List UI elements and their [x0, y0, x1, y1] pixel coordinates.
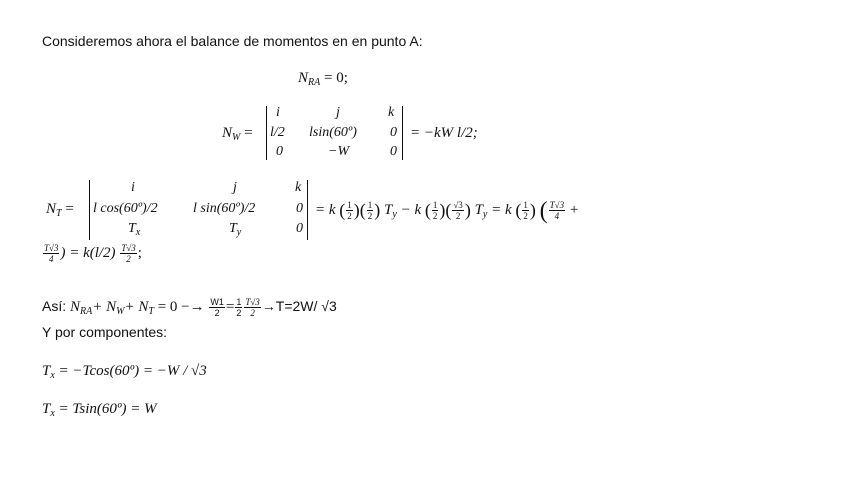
eq2-determinant [262, 104, 408, 162]
frac-half-4 [522, 200, 529, 221]
paren-close: ) [529, 200, 536, 221]
eq3-ty-1: T [384, 202, 393, 218]
equation-n-ra [298, 70, 348, 87]
eq3-m12: 0 [296, 201, 303, 216]
eq3-rhs [315, 198, 578, 225]
eq2-m00: i [276, 105, 280, 120]
eq3-bar-right [307, 180, 308, 240]
frac-one-half [235, 297, 242, 318]
tx-equation-2 [42, 401, 157, 418]
frac-sqrt3-2 [452, 200, 463, 221]
eq1-rhs: = 0; [323, 70, 348, 86]
eq2-sub: W [232, 132, 241, 143]
asi-prefix: Así: [42, 297, 71, 314]
asi-ra: RA [80, 305, 93, 317]
frac-num: 1 [367, 200, 373, 211]
eq2-m02: k [388, 105, 395, 120]
eq3-eq-k: = k [491, 202, 512, 218]
frac-w1-2 [209, 297, 225, 318]
paren-close: ) [439, 200, 446, 221]
eq3-plus: + [569, 202, 579, 218]
asi-line [42, 297, 337, 318]
eq2-bar-right [402, 106, 403, 160]
eq3-lhs-group [46, 201, 74, 218]
eq3-sub: T [56, 208, 62, 219]
eq3-determinant [85, 180, 313, 242]
paren-open: ( [424, 200, 431, 221]
eq2-lhs-group [222, 125, 253, 142]
frac-num: T√3 [121, 243, 136, 253]
frac-tsqrt3-2-asi [244, 297, 260, 318]
paren-close: ) [353, 200, 360, 221]
eq3-lhs: N [46, 201, 57, 217]
frac-num: T√3 [245, 297, 260, 307]
frac-tsqrt3-4 [549, 200, 565, 221]
eq2-m20: 0 [276, 144, 283, 159]
paren-open: ( [515, 200, 522, 221]
frac-num: 1 [347, 200, 352, 211]
frac-half-1 [346, 200, 353, 221]
frac-den: 2 [347, 211, 352, 222]
eq2-m10: l/2 [270, 125, 285, 140]
frac-den: 2 [250, 308, 255, 318]
asi-result: →T=2W/ √3 [261, 297, 337, 314]
asi-plus2: + N [124, 298, 149, 315]
paren-close: ) [374, 200, 381, 221]
eq3-line2-mid: ) = k(l/2) [60, 244, 116, 261]
tx1-sub: x [50, 370, 55, 381]
frac-num: T√3 [44, 243, 59, 253]
frac-den: 2 [367, 211, 373, 222]
matrix-subscript: y [236, 227, 242, 238]
frac-num: 1 [523, 200, 528, 211]
paren-open: ( [339, 200, 346, 221]
frac-den: 2 [126, 254, 131, 264]
eq3-bar-left [89, 180, 90, 240]
frac-tsqrt3-2 [120, 243, 136, 264]
tx2-t: T [42, 401, 51, 417]
eq2-m11: lsin(60º) [309, 125, 357, 140]
frac-num: T√3 [549, 200, 565, 211]
paren-open: ( [445, 200, 452, 221]
frac-num: W1 [210, 297, 224, 307]
frac-den: 2 [455, 211, 461, 222]
frac-num: 1 [236, 297, 242, 307]
eq2-rhs: = −kW l/2; [410, 125, 478, 141]
asi-w: W [116, 305, 125, 317]
eq1-sub: RA [308, 77, 321, 88]
eq3-minus-k: − k [400, 202, 422, 218]
eq3-m20: $T_x$ [128, 221, 141, 238]
asi-plus1: + N [92, 298, 117, 315]
tx1-t: T [42, 363, 51, 379]
eq2-bar-left [266, 106, 267, 160]
eq3-line2-end: ; [137, 244, 142, 261]
eq3-m21: $T_y$ [229, 221, 242, 238]
eq3-rhs-k1: = k [315, 202, 336, 218]
frac-den: 2 [523, 211, 528, 222]
frac-num: 1 [432, 200, 438, 211]
eq2-lhs: N [222, 125, 233, 141]
eq3-m10: l cos(60º)/2 [93, 201, 158, 216]
eq3-m00: i [131, 180, 135, 195]
eq2-m12: 0 [390, 125, 397, 140]
eq3-ty-sub-2: y [482, 209, 488, 220]
eq3-ty-sub-1: y [392, 209, 397, 220]
frac-den: 2 [236, 308, 242, 318]
eq3-line2 [42, 243, 142, 264]
frac-num: √3 [453, 200, 463, 211]
eq2-m22: 0 [390, 144, 397, 159]
eq3-m02: k [295, 180, 302, 195]
eq1-lhs: N [298, 70, 309, 86]
eq3-m11: l sin(60º)/2 [193, 201, 256, 216]
ypor-text: Y por componentes: [42, 324, 168, 340]
frac-half-3 [432, 200, 439, 221]
eq3-ty-2: T [474, 202, 483, 218]
tx2-rhs: = Tsin(60º) = W [58, 401, 157, 417]
paren-open: ( [359, 200, 366, 221]
eq2-m01: j [336, 105, 340, 120]
asi-n: N [70, 298, 81, 315]
eq2-eq: = [244, 125, 253, 141]
frac-den: 2 [432, 211, 438, 222]
frac-den: 2 [214, 308, 220, 318]
eq2-m21: −W [328, 144, 350, 159]
asi-eq0: = 0 −→ [153, 298, 209, 315]
paren-close: ) [464, 200, 471, 221]
frac-den: 4 [48, 254, 54, 264]
asi-eq: = [225, 298, 235, 315]
tx-equation-1 [42, 363, 207, 380]
tx1-rhs: = −Tcos(60º) = −W / √3 [58, 363, 207, 379]
frac-half-2 [367, 200, 374, 221]
big-paren-open: ( [539, 198, 548, 224]
eq3-eq: = [65, 201, 74, 217]
frac-tsqrt3-4-b [43, 243, 59, 264]
frac-den: 4 [554, 211, 560, 222]
eq3-m01: j [233, 180, 237, 195]
tx2-sub: x [50, 408, 55, 419]
matrix-subscript: x [135, 227, 141, 238]
eq3-m22: 0 [296, 221, 303, 236]
intro-text: Consideremos ahora el balance de momentos en en punto A: [42, 33, 423, 49]
asi-t: T [148, 305, 154, 317]
